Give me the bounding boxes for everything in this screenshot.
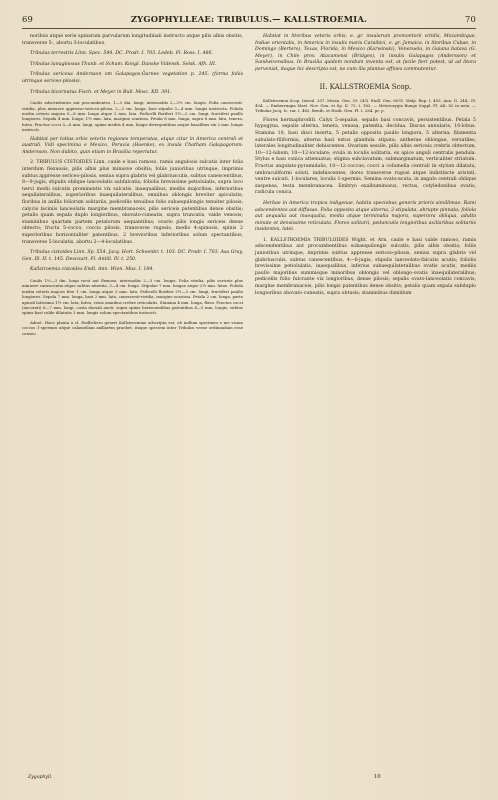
synonym-terrestris: Tribulus terrestris Linn. Spec. 544. DC. Prodr. I. 703. Ledeb. Fl. Ross. I. 486. bbox=[30, 51, 213, 57]
species-tribuloides: 1. KALLSTROEMIA TRIBULOIDES Wight. et Arn. caule e basi valde ramoso, ramis adscendentibus aut procumbentibus subaequilongis sulcatis, pilis albis obsitis; foliis junioribus utrinque, imprimis subtus appresse sericeo-pilosis, senius supra glabris vel glabriusculis, subtus canescentibus, 4—6-jugis, stipulis lanceolato-falcatis acutis; foliolis brevissime petiolulatis, inaequalibus, inferius subaequilateralibus ovatis acutis, mediis paullo majoribus summisque minoribus oblongis vel oblongo-ovatis inaequilateralibus; pedicellis folio fulcrante vix longioribus, dense pilosis; sepalis ovato-lanceolatis concavis, margine membranaceis, pilis longis patentibus dense obsitis; petalis quam sepala subduplo longioribus obovato-cuneatis, supra obtusis; staminibus dimidium bbox=[255, 237, 476, 296]
habitat-terrestris: Habitat per totius orbis veteris regiones temperatas, atque citur in America centrali et australi. Vidi speciminа e Mexico, Peruvia (Haenke), ex insula Chatham Galapagorum: Andersson. Non dubito, quin etiam in Brasilia reperiatur. bbox=[22, 136, 243, 155]
genus-habit: Herbae in America tropica indigenae, habitu speciebus generis prioris simillimae. Rami adscendentes aut diffusae. Folia opposita atque alterna, 2-stipulata, abrupte pinnata; foliola aut aequalia aut inaequalia, media atque terminalia majora, superiora obliqua, adulta minute et densissime reticulata. Flores solitarii, pedunculis longioribus axillaribus solitariis insidentes, lutei. bbox=[255, 200, 476, 233]
paragraph-intro: noribus atque serie spinarum parvularum longitudinali instructo atque pilis albis obsitis, transverse 5-, abortu 3-loculatibus. bbox=[22, 34, 243, 46]
right-column bbox=[255, 34, 476, 301]
genus-description: Flores hermaphroditi. Calyx 5-sepalus, sepalis basi concavis, persistentibus. Petala 5 hypogyna, sepalis alterna, tenera, venosa, patentia, decidua. Discus annularis, 10-lobus. Stamina 10, basi disci inserta, 5 petalis opposita paullo longiora, 5 alterna; filamenta subulato-filiformia, alterna basi extus glandula stipata; antherae oblongae, versatiles, laterales longitudinaliter dehiscentes. Ovarium sessile, pilis albis sericeis crebris obtectum, 10—12-lobum, 10—12-loculare; ovula in loculis solitaria, ex apice anguli centralis pendula. Stylus e basi conica attenuatus; stigma subclavatum, submarginatum, verticaliter striatum. Fructus angulato-pyramidalis, 10—12-coccus; cocci a columella centrali in stylum dilatata, umbraculiformi soluti, indehiscentes, dorso transverse rugosi atque indistincte aristati, ventre sulcati, 1-loculares, loculis 1-spermis. Semina ovato-acuta, in angulo centrali oblique suspensa, testa membranacea. Embryo exalbuminosus, rectus, cotyledonibus ovatis, radicula conica. bbox=[255, 117, 476, 196]
species-cistoides: 2. TRIBULUS CISTOIDES Linn. caule e basi ramoso, ramis angulosis sulcatis inter folia interdum flexuosis, pilis albis plus minusve obsitis; foliis junioribus utrinque, imprimis subtus appresse sericeo-pilosis, senius supra glabris vel glabriusculis, subtus canescentibus, 8—9-jugis, stipulis oblique lanceolatis subfalcatis; foliolis brevissime petiolulatis, supra loco nervi medii sulcatis prominentis vix sulcatis, inaequalibus, mediis majoribus, inferioribus aequilateralibus, superioribus inaequilateralibus, omnibus oblongis breviter apiculatis; floribus in axillis foliorum solitariis, pedicellis tenuibus folio subaequilongis tenuiter pilosis; calycis laciniis lanceolatis margine membranaceis, pilis sericeis patentibus dense obsitis; petalis quam sepala duplo longioribus, obovato-cuneatis, supra truncatis, valde venosis; staminibus quartam partem petalorum aequantibus; ovario pilis longis sericeis dense obtecto; fructu 5-cocco, coccis pilosis, transverse rugosis, medio 4-spinosis, spinis 2 superioribus horizontaliter patentibus, 2 brevioribus inferioribus solum spectantibus, transverse 5-loculatis, abortu 2—4-loculatibus. bbox=[22, 160, 243, 245]
synonym-lanuginosus: Tribulus lanuginosus Thunb. et Schum. Kongl. Danske Vidensk. Selsk. Afh. III. bbox=[30, 61, 217, 67]
page-number-left: 69 bbox=[22, 14, 34, 24]
habitat-cistoides: Habitat in litoribus veteris orbis, e. gr. insularum promontorii viridis, Mozambique, Indiae orientalis, in America in insulis maris Caraibici, e. gr. Jamaica, in litoribus Cubae, in Domingo (Bertero), Texas, Florida, in Mexico (Karwinski), Venezuela, in Guiana batava (G. Meyer), in Chile prov. Atacamensi (Bridges), in insulis Galapagos (Andersson) et Sandwicensibus. In Brasilia quidem nondum inventa est, at facile fieri potest, ut ad litora perveniat, itaque hic descripta est, ne cum illa plantae affines commutentur. bbox=[255, 34, 476, 72]
left-column bbox=[22, 34, 243, 340]
printer-signature: Zygophyll. bbox=[28, 775, 53, 780]
description-cistoides: Caulis 1½—3 dm. longi recti aut flexuosi, internodiis 2—3 cm. longis. Folia viridia, pilis sericeis plus minusve canescentia atque subtus nitentia, 3—4 cm. longa. Stipulae 7 mm. longae atque 2½ mm. latae. Foliola media ceteris majora fere 1 cm. longa atque 3 mm. lata. Pedicelli floriferi 2½—3 cm. longi, fructiferi paullo longiores. Sepala 7 mm. longa, basi 2 mm. lata, canescenti-viridia, margine scariosa. Petala 2 cm. longa, parte apicali latissima 1½ cm. lata, lutea, venis omnibus crebre reticulatis. Stamina 4 mm. longa, flava. Fructus cocci (ancorati) 6—7 mm. longi, costa dorsali aucti, supra spinis horizontalibus patentibus 4—5 mm. longis, subtus spinis basi valde dilatatis 3 mm. longis solum spectantibus instructi. bbox=[22, 277, 243, 316]
running-header bbox=[22, 14, 476, 28]
page-number-right: 70 bbox=[464, 14, 476, 24]
synonym-bicornutus: Tribulus bicornutus Fisch. et Meyer in Bull. Mosc. XII. 391. bbox=[30, 89, 172, 95]
adnotation: Adnot. Haec planta a cl. Endlichero generi Kallstroemiae adscripta est, ob nullum specimen e me visum coccos 1-spermos atque calamellam axillarem praebet, itaque speciem inter Tribulos verae ordinandam esse censeo. bbox=[22, 319, 243, 336]
header-rule bbox=[22, 28, 476, 29]
synonym-sericeus: Tribulus sericeus Andersson om Galapagos-Öarnes vegetation p. 245. (forma foliis utrinque sericeo-pilosis). bbox=[22, 72, 243, 84]
synonym-cistoides: Tribulus cistoides Linn. Sp. 554. Jacq. Hort. Schoenbr. t. 103. DC. Prodr. I. 703. Asa Gray, Gen. Ill. II. t. 145. Descourt. Fl. Antill. IV. t. 250. bbox=[22, 250, 243, 262]
running-title: ZYGOPHYLLEAE: TRIBULUS.— KALLSTROEMIA. bbox=[130, 14, 368, 24]
description-terrestris: Caulis adscendentes aut procumbentes, 1—3 dm. longi, internodiis 2—2½ cm. longis. Folia canescenti-viridia, plus minusve appresso-sericeo-pilosa, 2—3 cm. longa, basi stipulis 3—4 mm. longis instructa. Foliola media ceteris majora 5—8 mm. longa atque 2 mm. lata. Pedicelli floriferi 1½—2 cm. longi, fructiferi paullo longiores. Sepala 4 mm. longa, 1½ mm. lata, margine scariosa. Petala 8 mm. longa, supra 6 mm. lata, tenera, lutea. Fructus cocci 5—6 mm. longi, spinis mediis 4 mm. longis divergentibus aeque basalibus vix 2 mm. longis instructi. bbox=[22, 100, 243, 133]
synonym-kallstroemia-cistoides: Kallstroemia cistoides Endl. Ann. Wien. Mus. I. 184. bbox=[30, 267, 154, 273]
section-heading: II. KALLSTROEMIA Scop. bbox=[319, 82, 412, 91]
sheet-number: 10 bbox=[374, 774, 381, 780]
genus-synonymy: Kallstroemia Scop. Introd. 207. Meisn. Gen. 59. (43). Endl. Gen. 6051. Walp. Rep. I. 493. Ann. II. 244., IV. 404. — Emberringia Mart. Nov. Gen. et Sp. II. 72. t. 163. — Heterozygia Bunge Suppl. Fl. Alt. 82 in nota. — Tribulus Jacq. Ic. rar. t. 462. Benth. et Hook. Gen. Pl. I. 264. pr. p. bbox=[255, 97, 476, 114]
